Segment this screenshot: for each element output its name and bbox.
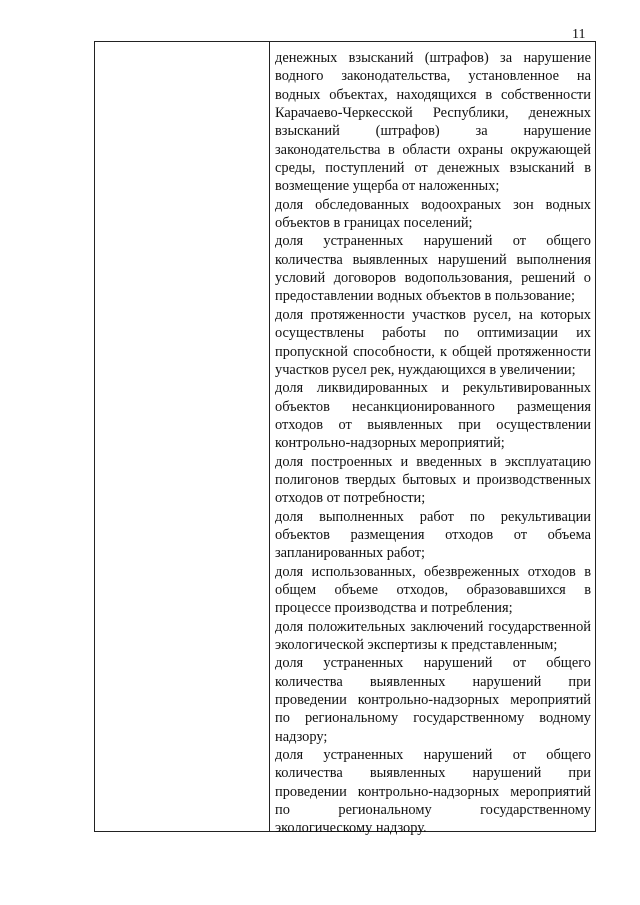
table-left-cell — [95, 42, 270, 831]
indicator-paragraph: доля выполненных работ по рекультивации объектов размещения отходов от объема запланированных работ; — [275, 508, 591, 562]
indicator-paragraph: доля построенных и введенных в эксплуатацию полигонов твердых бытовых и производственных отходов от потребности; — [275, 453, 591, 507]
document-table — [94, 41, 596, 837]
indicator-paragraph: доля устраненных нарушений от общего количества выявленных нарушений выполнения условий договоров водопользования, решений о предоставлении водных объектов в пользование; — [275, 233, 591, 305]
indicator-paragraph: доля протяженности участков русел, на которых осуществлены работы по оптимизации их пропускной способности, к общей протяженности участков русел рек, нуждающихся в увеличении; — [275, 306, 591, 378]
indicator-paragraph: доля ликвидированных и рекультивированных объектов несанкционированного размещения отходов от выявленных при осуществлении контрольно-надзорных мероприятий; — [275, 380, 591, 452]
indicator-paragraph: доля обследованных водоохраных зон водных объектов в границах поселений; — [275, 196, 591, 232]
indicator-paragraph: доля использованных, обезвреженных отходов в общем объеме отходов, образовавшихся в процессе производства и потребления; — [275, 563, 591, 617]
indicator-paragraph: доля устраненных нарушений от общего количества выявленных нарушений при проведении контрольно-надзорных мероприятий по региональному государственному экологическому надзору. — [275, 747, 591, 837]
indicator-paragraph: денежных взысканий (штрафов) за нарушение водного законодательства, установленное на водных объектах, находящихся в собственности Карачаево-Черкесской Республики, денежных взысканий (штрафов) за нарушение законодательства в области охраны окружающей среды, поступлений от денежных взысканий в возмещение ущерба от наложенных; — [275, 50, 591, 195]
indicator-paragraph: доля положительных заключений государственной экологической экспертизы к представленным; — [275, 618, 591, 653]
indicator-paragraph: доля устраненных нарушений от общего количества выявленных нарушений при проведении контрольно-надзорных мероприятий по региональному государственному водному надзору; — [275, 655, 591, 745]
page-number: 11 — [572, 27, 586, 42]
table-right-cell — [270, 42, 595, 837]
